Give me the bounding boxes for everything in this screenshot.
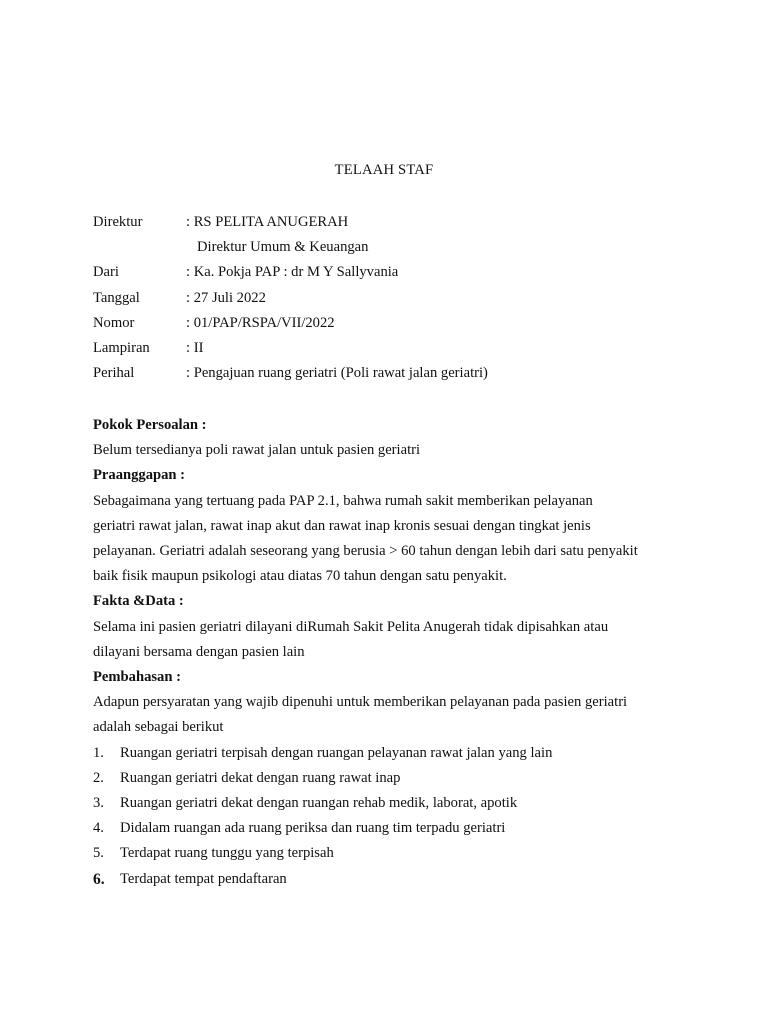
direktur-value-2: Direktur Umum & Keuangan [197, 239, 369, 256]
list-number: 6. [93, 870, 105, 888]
fakta-line: Selama ini pasien geriatri dilayani diRumah Sakit Pelita Anugerah tidak dipisahkan atau [93, 618, 609, 635]
list-item [93, 791, 683, 816]
praanggapan-line: Sebagaimana yang tertuang pada PAP 2.1, bahwa rumah sakit memberikan pelayanan [93, 492, 593, 509]
list-item [93, 816, 683, 841]
praanggapan-line: geriatri rawat jalan, rawat inap akut dan rawat inap kronis sesuai dengan tingkat jenis [93, 517, 591, 534]
meta-row-direktur-2 [93, 237, 693, 262]
praanggapan-heading: Praanggapan : [93, 467, 186, 484]
list-item [93, 741, 683, 766]
document-body [93, 413, 683, 892]
list-item [93, 841, 683, 866]
nomor-label: Nomor [93, 314, 135, 331]
document-title: TELAAH STAF [334, 162, 434, 178]
meta-row-lampiran [93, 338, 693, 363]
list-number: 1. [93, 744, 104, 761]
perihal-label: Perihal [93, 365, 135, 382]
pembahasan-heading: Pembahasan : [93, 669, 181, 686]
list-text: Terdapat tempat pendaftaran [120, 870, 287, 887]
list-number: 5. [93, 845, 104, 862]
list-number: 4. [93, 820, 104, 837]
meta-row-tanggal [93, 288, 693, 313]
direktur-value: : RS PELITA ANUGERAH [186, 214, 349, 230]
list-number: 3. [93, 795, 104, 812]
lampiran-label: Lampiran [93, 339, 150, 356]
meta-row-direktur [93, 212, 693, 237]
pokok-text: Belum tersedianya poli rawat jalan untuk pasien geriatri [93, 442, 421, 459]
meta-row-perihal [93, 363, 693, 388]
list-number: 2. [93, 769, 104, 786]
list-item [93, 766, 683, 791]
lampiran-value: : II [186, 339, 204, 356]
dari-label: Dari [93, 264, 119, 281]
tanggal-label: Tanggal [93, 289, 140, 306]
nomor-value: : 01/PAP/RSPA/VII/2022 [186, 314, 335, 331]
pembahasan-line: adalah sebagai berikut [93, 719, 224, 736]
meta-row-dari [93, 262, 693, 287]
perihal-value: : Pengajuan ruang geriatri (Poli rawat jalan geriatri) [186, 365, 488, 382]
list-text: Ruangan geriatri terpisah dengan ruangan pelayanan rawat jalan yang lain [120, 744, 553, 761]
fakta-line: dilayani bersama dengan pasien lain [93, 643, 305, 660]
pokok-heading: Pokok Persoalan : [93, 417, 207, 433]
fakta-heading: Fakta &Data : [93, 593, 184, 610]
praanggapan-line: pelayanan. Geriatri adalah seseorang yang berusia > 60 tahun dengan lebih dari satu penyakit [93, 543, 638, 560]
dari-value: : Ka. Pokja PAP : dr M Y Sallyvania [186, 264, 399, 281]
list-text: Terdapat ruang tunggu yang terpisah [120, 845, 334, 862]
list-text: Didalam ruangan ada ruang periksa dan ruang tim terpadu geriatri [120, 820, 506, 837]
list-item [93, 867, 683, 892]
list-text: Ruangan geriatri dekat dengan ruangan rehab medik, laborat, apotik [120, 795, 518, 812]
meta-row-nomor [93, 313, 693, 338]
praanggapan-line: baik fisik maupun psikologi atau diatas 70 tahun dengan satu penyakit. [93, 568, 507, 585]
direktur-label: Direktur [93, 214, 143, 230]
list-text: Ruangan geriatri dekat dengan ruang rawat inap [120, 769, 401, 786]
memo-header [93, 212, 693, 388]
tanggal-value: : 27 Juli 2022 [186, 289, 266, 306]
pembahasan-line: Adapun persyaratan yang wajib dipenuhi untuk memberikan pelayanan pada pasien geriatri [93, 694, 628, 711]
